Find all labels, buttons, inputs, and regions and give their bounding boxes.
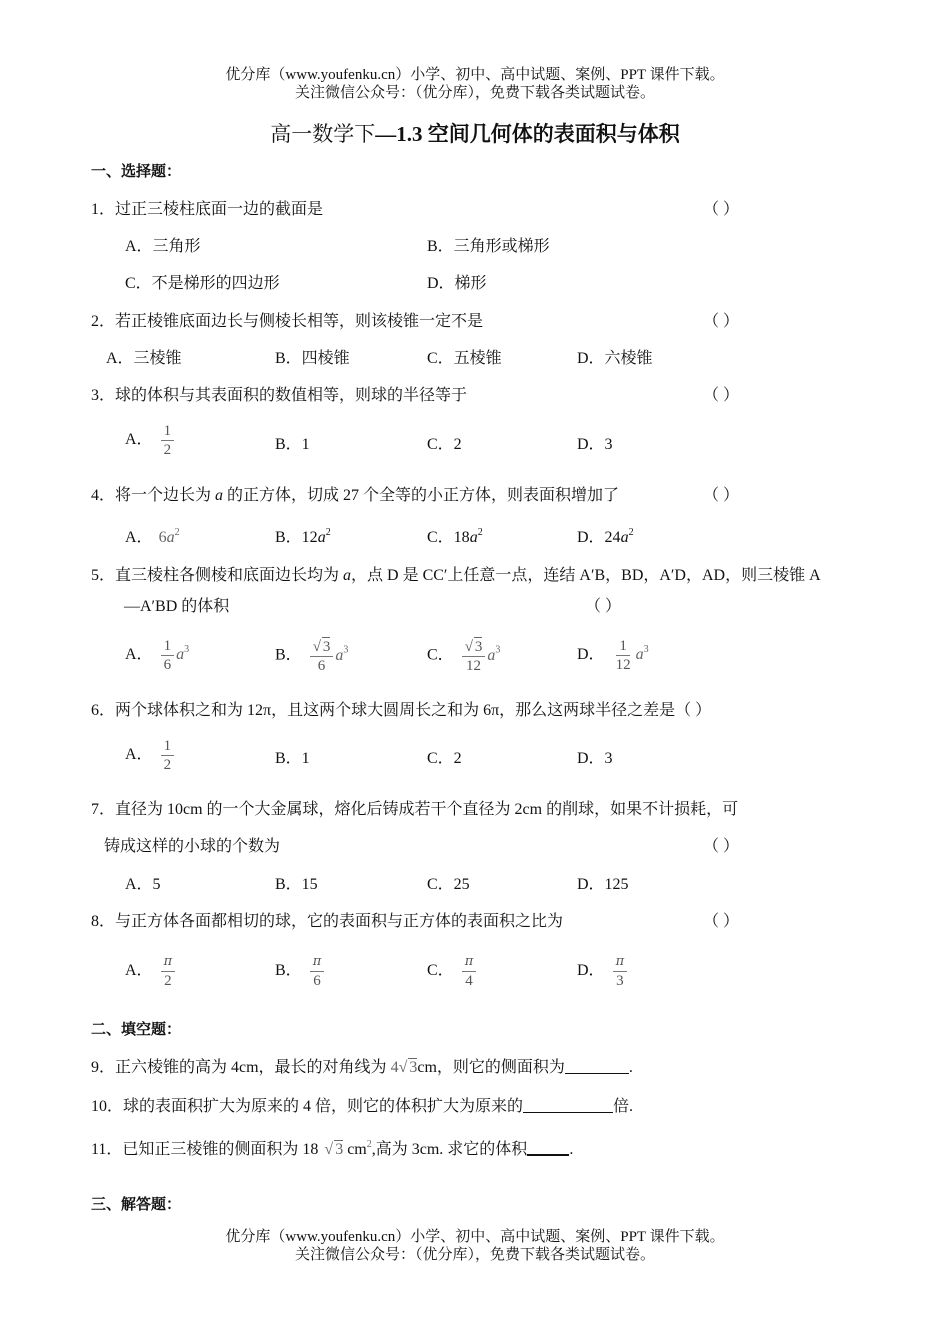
question-5-bracket: （ ）	[585, 598, 622, 615]
fraction	[310, 637, 334, 675]
numerator: √ 3	[462, 637, 486, 657]
question-4-option-b	[275, 524, 331, 547]
label: C．18	[427, 529, 470, 546]
exponent: 3	[495, 644, 501, 656]
label: A．	[125, 962, 153, 980]
question-3-option-a	[125, 422, 174, 459]
numerator: 1	[161, 737, 175, 756]
text: ,高为 3cm. 求它的体积	[371, 1141, 528, 1158]
question-11-text	[91, 1136, 573, 1159]
question-5-option-c	[427, 637, 500, 675]
question-3-option-b: B．1	[275, 436, 310, 453]
denominator: 12	[615, 657, 631, 673]
label: C．	[427, 962, 454, 980]
question-1-option-c: C．不是梯形的四边形	[125, 275, 280, 292]
label: B．	[275, 646, 302, 664]
variable: a	[335, 646, 344, 664]
section-choice-heading: 一、选择题：	[91, 164, 182, 180]
question-2-option-c: C．五棱锥	[427, 350, 502, 367]
exponent: 2	[628, 527, 634, 538]
fraction	[161, 737, 175, 774]
fraction	[462, 637, 486, 675]
question-8-text: 8．与正方体各面都相切的球，它的表面积与正方体的表面积之比为	[91, 913, 564, 930]
exponent: 2	[325, 527, 331, 538]
label: A．	[125, 746, 153, 764]
question-7-bracket: （ ）	[703, 838, 740, 855]
question-7-option-a: A．5	[125, 876, 161, 893]
header-line-2: 关注微信公众号：（优分库），免费下载各类试题试卷。	[294, 85, 655, 101]
question-6-option-b: B．1	[275, 750, 310, 767]
question-2-text: 2．若正棱锥底面边长与侧棱长相等，则该棱锥一定不是	[91, 313, 484, 330]
question-4-option-a	[125, 524, 180, 547]
exponent: 2	[366, 1139, 372, 1150]
denominator: 6	[317, 658, 326, 674]
fraction	[613, 637, 634, 674]
answer-blank[interactable]	[565, 1059, 629, 1074]
question-4-option-c	[427, 524, 483, 547]
question-3-text: 3．球的体积与其表面积的数值相等，则球的半径等于	[91, 387, 468, 404]
question-4-text	[91, 482, 619, 505]
fraction	[161, 637, 175, 674]
unit: cm	[343, 1141, 367, 1158]
radicand: 3	[322, 639, 331, 655]
question-2-option-d: D．六棱锥	[577, 350, 653, 367]
variable: a	[620, 529, 629, 546]
question-6-option-a	[125, 737, 174, 774]
label: D．	[577, 962, 605, 980]
numerator: π	[161, 953, 176, 972]
footer-line-1: 优分库（www.youfenku.cn）小学、初中、高中试题、案例、PPT 课件下载。	[225, 1229, 725, 1245]
question-1-bracket: （ ）	[703, 201, 740, 218]
label: A．	[125, 646, 153, 664]
denominator: 6	[313, 973, 321, 989]
text: 9．正六棱锥的高为 4cm，最长的对角线为	[91, 1059, 387, 1076]
expr	[159, 529, 180, 546]
radicand: 3	[335, 1141, 344, 1158]
label: C．	[427, 646, 454, 664]
label: D．	[577, 646, 605, 664]
question-8-option-d	[577, 953, 627, 990]
numerator: π	[462, 953, 477, 972]
question-2-bracket: （ ）	[703, 313, 740, 330]
question-3-bracket: （ ）	[703, 387, 740, 404]
question-6-option-c: C．2	[427, 750, 462, 767]
question-3-option-c: C．2	[427, 436, 462, 453]
denominator: 3	[616, 973, 624, 989]
fraction	[161, 953, 176, 990]
denominator: 2	[164, 973, 172, 989]
question-2-option-a: A．三棱锥	[106, 350, 182, 367]
question-5-option-b	[275, 637, 348, 675]
question-1-option-a: A．三角形	[125, 238, 201, 255]
denominator: 4	[465, 973, 473, 989]
option-a-label: A．	[125, 431, 153, 449]
label: B．12	[275, 529, 318, 546]
page-title	[0, 118, 950, 148]
variable: a	[487, 646, 496, 664]
variable: a	[469, 529, 478, 546]
footer-line-2: 关注微信公众号：（优分库），免费下载各类试题试卷。	[294, 1247, 655, 1263]
question-4-option-d	[577, 524, 634, 547]
sqrt-expr: 4√ 3	[390, 1059, 418, 1076]
text: cm，则它的侧面积为	[417, 1059, 565, 1076]
title-prefix: 高一数学下	[270, 122, 376, 146]
numerator: 1	[616, 637, 630, 656]
numerator: π	[310, 953, 325, 972]
denominator: 12	[466, 658, 482, 674]
question-5-line-1	[91, 562, 821, 585]
fraction	[161, 422, 175, 459]
question-1-option-b: B．三角形或梯形	[427, 238, 550, 255]
text: 倍.	[613, 1098, 634, 1115]
numerator: √ 3	[310, 637, 334, 657]
answer-blank[interactable]	[527, 1140, 569, 1156]
question-8-bracket: （ ）	[703, 913, 740, 930]
text: 4．将一个边长为	[91, 487, 216, 504]
exponent: 2	[174, 527, 180, 538]
question-2-option-b: B．四棱锥	[275, 350, 350, 367]
denominator: 2	[163, 757, 172, 773]
exponent: 3	[643, 644, 649, 656]
question-8-option-a	[125, 953, 175, 990]
text: .	[569, 1141, 574, 1158]
radicand: 3	[474, 639, 483, 655]
text: 5．直三棱柱各侧棱和底面边长均为	[91, 567, 344, 584]
question-6-option-d: D．3	[577, 750, 613, 767]
question-7-option-c: C．25	[427, 876, 470, 893]
section-fill-heading: 二、填空题：	[91, 1022, 182, 1038]
numerator: 1	[161, 637, 175, 656]
text: .	[628, 1059, 633, 1076]
question-7-option-d: D．125	[577, 876, 629, 893]
question-9-text	[91, 1054, 633, 1077]
label: A．	[125, 529, 153, 546]
question-6-text: 6．两个球体积之和为 12π，且这两个球大圆周长之和为 6π，那么这两球半径之差是（ ）	[91, 702, 712, 719]
question-4-bracket: （ ）	[703, 487, 740, 504]
question-8-option-c	[427, 953, 476, 990]
variable: a	[317, 529, 326, 546]
text: 的正方体，切成 27 个全等的小正方体，则表面积增加了	[223, 487, 620, 504]
text: 10．球的表面积扩大为原来的 4 倍，则它的体积扩大为原来的	[91, 1098, 524, 1115]
question-10-text	[91, 1093, 633, 1116]
denominator: 2	[163, 442, 172, 458]
header-line-1: 优分库（www.youfenku.cn）小学、初中、高中试题、案例、PPT 课件下载。	[225, 67, 725, 83]
coef: 6	[158, 529, 167, 546]
sqrt-expr: √ 3	[324, 1141, 344, 1158]
answer-blank[interactable]	[523, 1098, 613, 1113]
question-7-option-b: B．15	[275, 876, 318, 893]
variable: a	[176, 646, 185, 664]
variable: a	[215, 487, 224, 504]
label: D．24	[577, 529, 621, 546]
question-5-option-a	[125, 637, 189, 674]
question-5-line-2: —A′BD 的体积	[124, 598, 230, 615]
title-bold: —1.3 空间几何体的表面积与体积	[375, 122, 680, 146]
variable: a	[635, 646, 644, 664]
question-7-line-2: 铸成这样的小球的个数为	[104, 838, 281, 855]
fraction	[310, 953, 325, 990]
question-1-option-d: D．梯形	[427, 275, 487, 292]
text: 11．已知正三棱锥的侧面积为 18	[91, 1141, 319, 1158]
question-5-option-d	[577, 637, 649, 674]
numerator: 1	[161, 422, 175, 441]
fraction	[462, 953, 477, 990]
radicand: 3	[409, 1059, 418, 1076]
exponent: 3	[343, 644, 349, 656]
question-3-option-d: D．3	[577, 436, 613, 453]
text: ，点 D 是 CC′上任意一点，连结 A′B，BD，A′D，AD，则三棱锥 A	[351, 567, 821, 584]
question-7-line-1: 7．直径为 10cm 的一个大金属球，熔化后铸成若干个直径为 2cm 的削球，如果不计损耗，可	[91, 801, 739, 818]
label: B．	[275, 962, 302, 980]
question-8-option-b	[275, 953, 324, 990]
variable: a	[343, 567, 352, 584]
question-1-text: 1．过正三棱柱底面一边的截面是	[91, 201, 324, 218]
fraction	[613, 953, 628, 990]
exponent: 2	[477, 527, 483, 538]
exponent: 3	[184, 644, 190, 656]
denominator: 6	[163, 657, 172, 673]
section-answer-heading: 三、解答题：	[91, 1197, 182, 1213]
numerator: π	[613, 953, 628, 972]
variable: a	[166, 529, 175, 546]
coef: 4	[390, 1059, 399, 1076]
